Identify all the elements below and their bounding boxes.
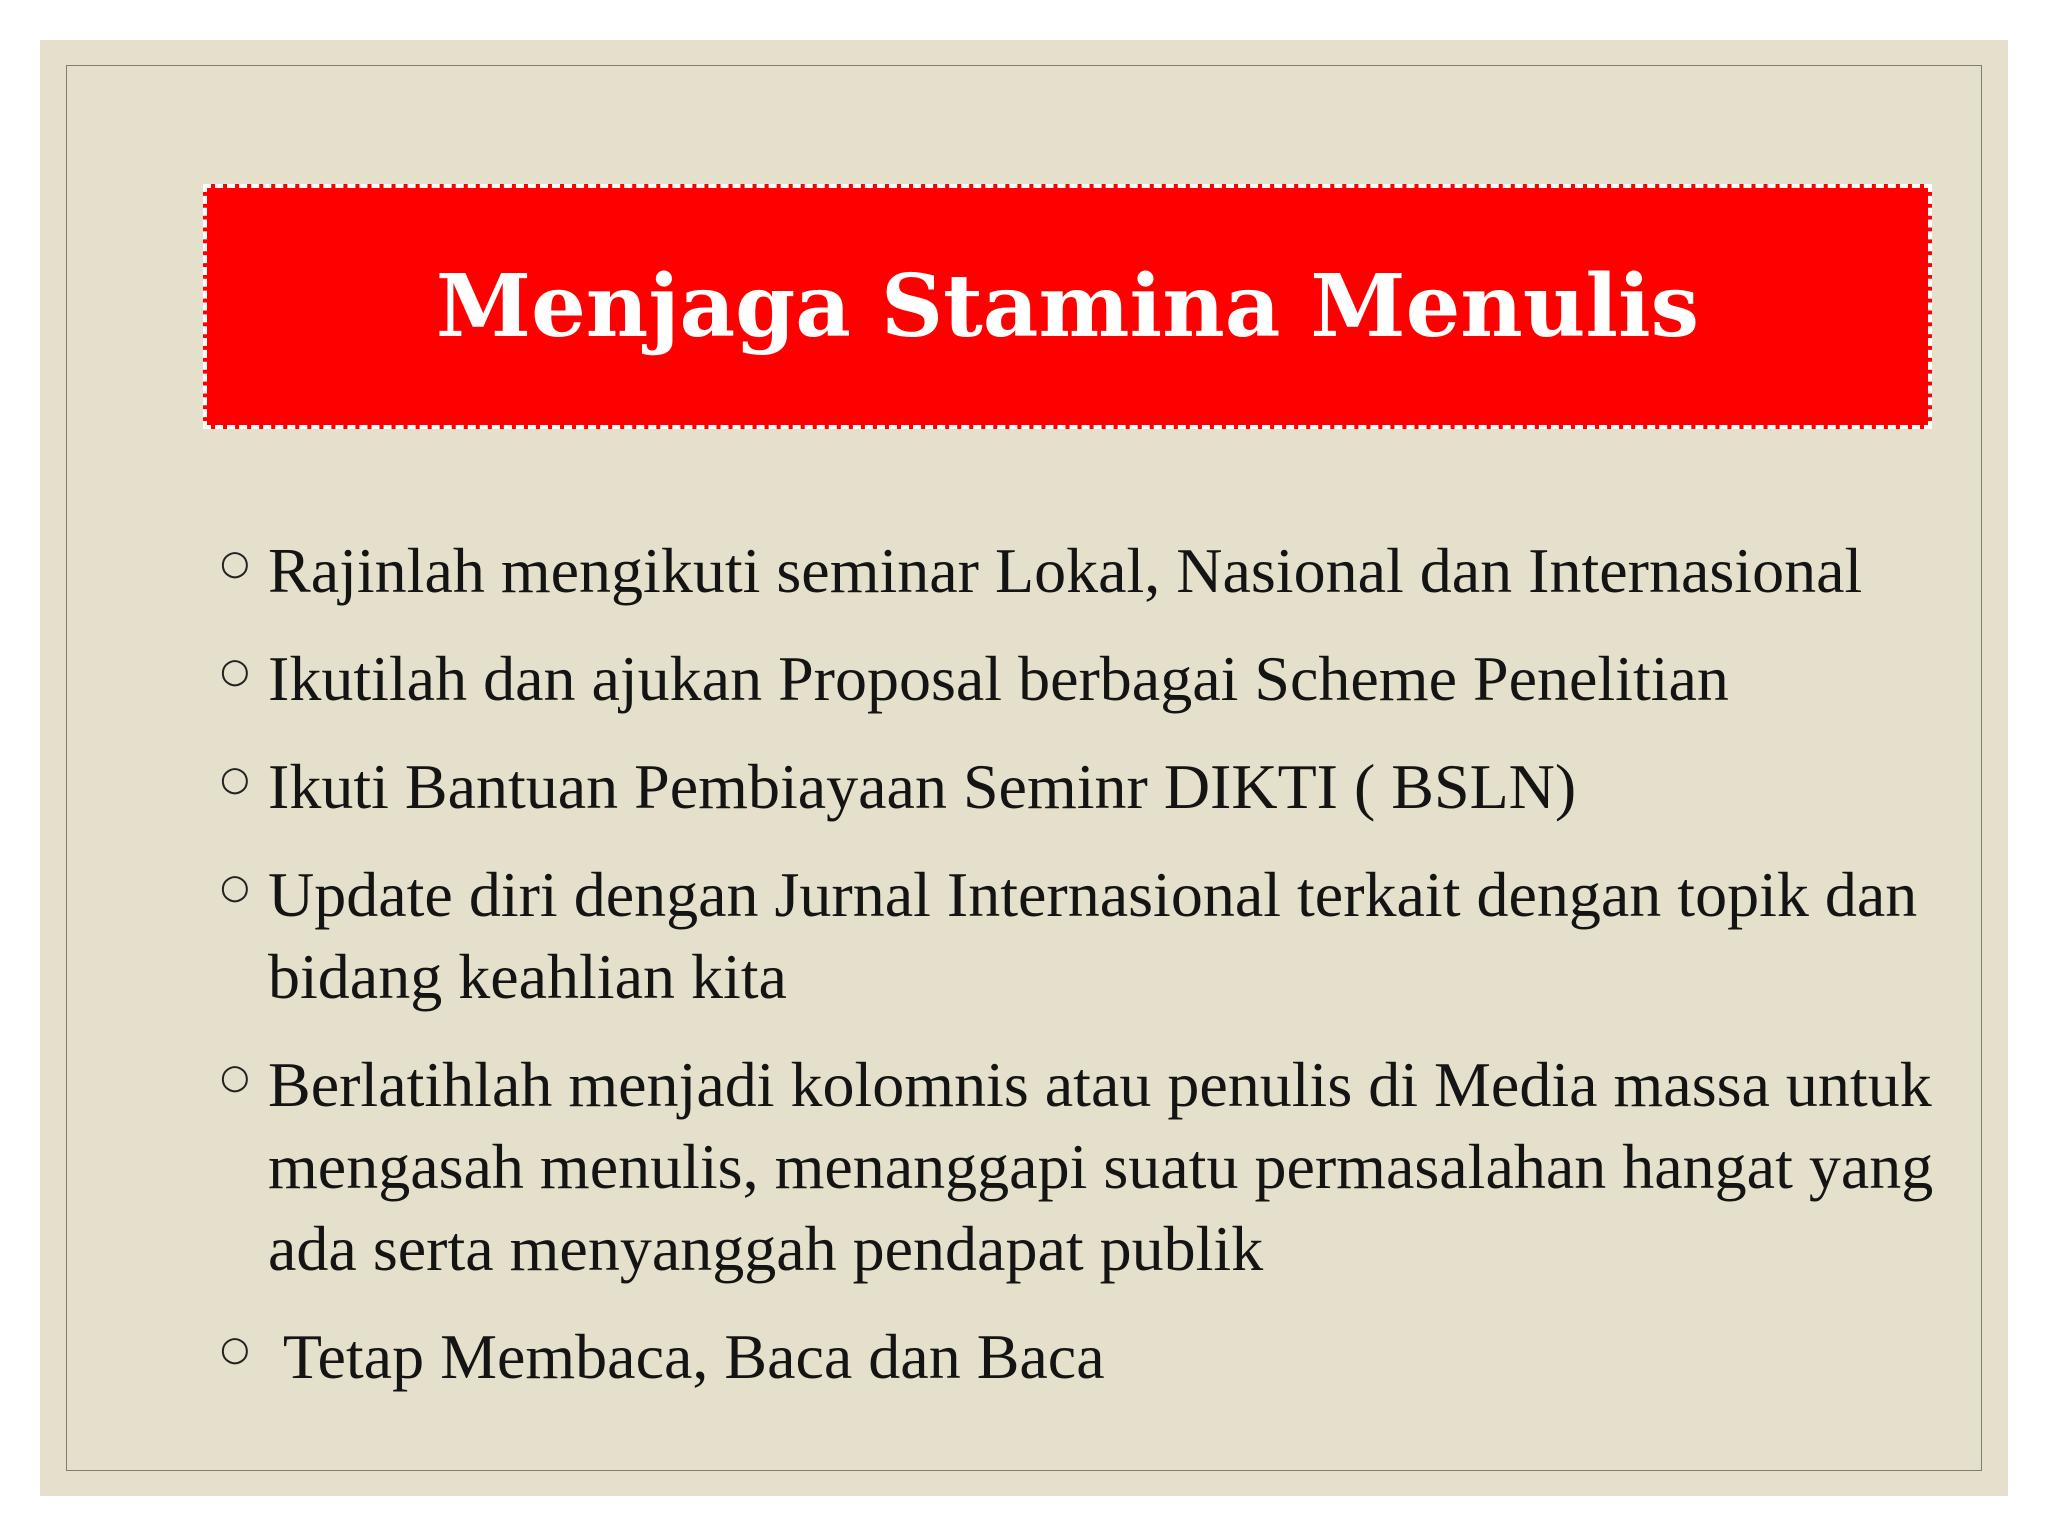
bullet-text: Berlatihlah menjadi kolomnis atau penulis di Media massa untuk mengasah menulis, menanggapi suatu permasalahan hangat yang ada serta menyanggah pendapat publik — [268, 1049, 1934, 1284]
bullet-item — [220, 1316, 1940, 1398]
slide — [40, 40, 2008, 1496]
hollow-circle-icon: ○ — [220, 867, 250, 907]
slide-title: Menjaga Stamina Menulis — [435, 256, 1700, 357]
bullet-item — [220, 638, 1940, 720]
hollow-circle-icon: ○ — [220, 1329, 250, 1369]
hollow-circle-icon: ○ — [220, 543, 250, 583]
bullet-item — [220, 1044, 1940, 1290]
bullet-item — [220, 530, 1940, 612]
bullet-text: Update diri dengan Jurnal Internasional terkait dengan topik dan bidang keahlian kita — [268, 859, 1918, 1012]
bullet-text: Ikuti Bantuan Pembiayaan Seminr DIKTI ( BSLN) — [268, 751, 1577, 822]
title-banner — [203, 184, 1932, 429]
hollow-circle-icon: ○ — [220, 651, 250, 691]
bullet-item — [220, 746, 1940, 828]
bullet-text: Ikutilah dan ajukan Proposal berbagai Scheme Penelitian — [268, 643, 1729, 714]
bullet-item — [220, 854, 1940, 1018]
hollow-circle-icon: ○ — [220, 1057, 250, 1097]
bullet-text: Tetap Membaca, Baca dan Baca — [268, 1321, 1105, 1392]
hollow-circle-icon: ○ — [220, 759, 250, 799]
bullet-text: Rajinlah mengikuti seminar Lokal, Nasional dan Internasional — [268, 535, 1863, 606]
bullet-list — [220, 530, 1940, 1424]
